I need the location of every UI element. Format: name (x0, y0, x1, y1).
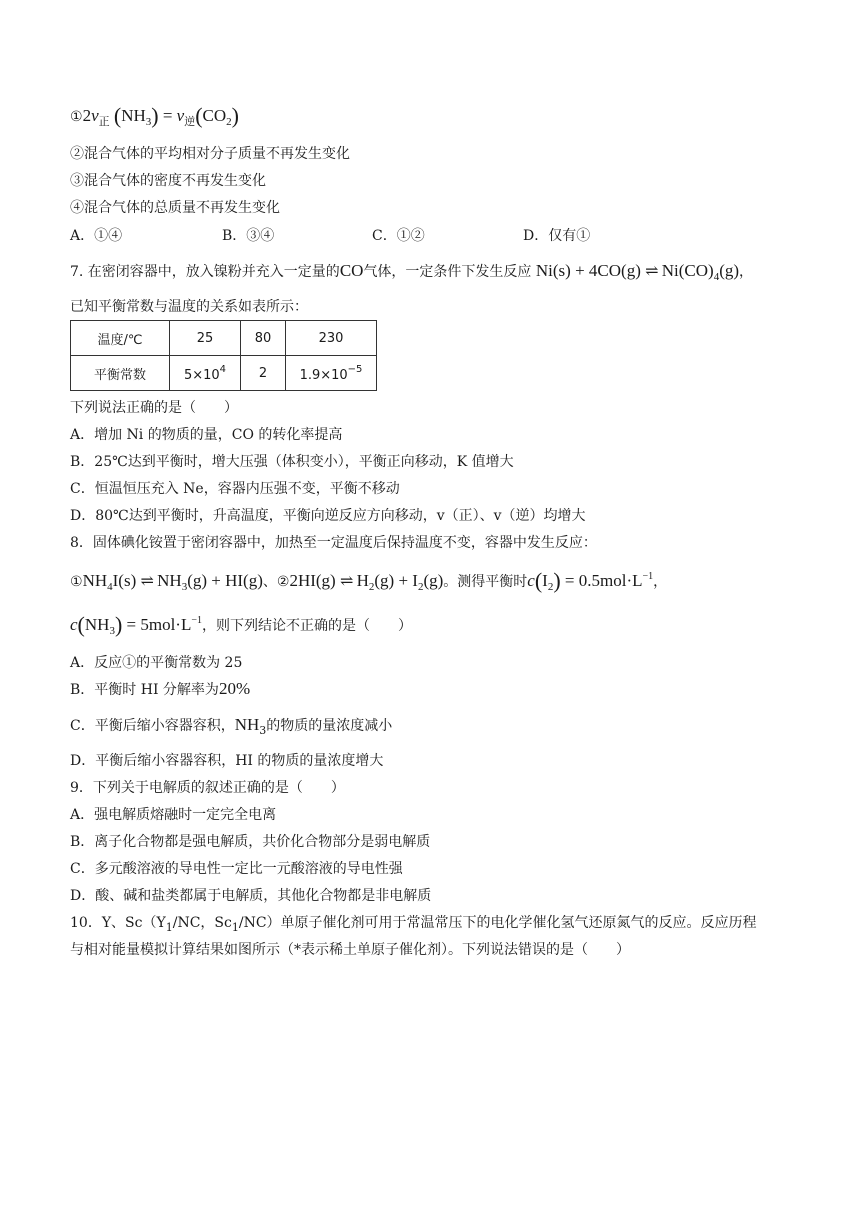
equals: = (158, 106, 177, 125)
option-text: C．平衡后缩小容器容积， (70, 718, 235, 734)
product: (g) + I (374, 571, 418, 590)
product-state: (g) (719, 261, 740, 280)
q7-option-c: C．恒温恒压充入 Ne，容器内压强不变，平衡不移动 (70, 481, 400, 497)
percent-value: 20% (218, 679, 251, 698)
punctuation: ， (739, 264, 754, 280)
q8-stem: 8．固体碘化铵置于密闭容器中，加热至一定温度后保持温度不变，容器中发生反应： (70, 535, 597, 551)
q10-stem-2: 与相对能量模拟计算结果如图所示（*表示稀土单原子催化剂）。下列说法错误的是（ ） (70, 942, 630, 958)
table-header-cell: 温度/℃ (71, 321, 170, 356)
q10-stem (70, 913, 757, 938)
forward-label: 正 (98, 116, 110, 128)
q6-option-b: B．③④ (222, 228, 275, 244)
measure-text: 。测得平衡时 (443, 574, 528, 590)
co-formula: CO (339, 261, 364, 280)
nh3-formula: NH (121, 106, 146, 125)
q7-stem-2: 已知平衡常数与温度的关系如表所示： (70, 299, 308, 315)
subscript: 1 (231, 921, 239, 934)
q9-option-b: B．离子化合物都是强电解质，共价化合物部分是弱电解质 (70, 834, 431, 850)
q10-text: /NC）单原子催化剂可用于常温常压下的电化学催化氢气还原氮气的反应。反应历程 (238, 915, 757, 931)
q9-option-a: A．强电解质熔融时一定完全电离 (70, 807, 277, 823)
subscript: 2 (226, 116, 232, 128)
subscript: 2 (417, 581, 424, 593)
option-text: 的物质的量浓度减小 (266, 718, 393, 734)
q8-option-c (70, 715, 392, 741)
product: Ni(CO) (661, 261, 714, 280)
reactant-state: I(s) (112, 571, 137, 590)
table-header-cell: 25 (170, 321, 241, 356)
q7-option-b: B．25℃达到平衡时，增大压强（体积变小），平衡正向移动，K 值增大 (70, 454, 514, 470)
product-state: (g) + HI(g) (187, 571, 263, 590)
k-value: 1.9×10 (299, 367, 348, 383)
q8-option-a: A．反应①的平衡常数为 25 (70, 655, 243, 671)
product: NH (157, 571, 182, 590)
exponent: −1 (191, 615, 202, 626)
condition-4: ④混合气体的总质量不再发生变化 (70, 200, 280, 216)
q8-stem-3: $c(NH_3) = 5mol\cdot L^{-1}$，则下列结论不正确的是（ ） (70, 612, 412, 637)
equilibrium-arrow-icon: ⇌ (339, 573, 353, 590)
subscript: 4 (107, 581, 113, 593)
reaction-1-number: ① (70, 574, 83, 590)
reverse-label: 逆 (184, 116, 196, 128)
co2-formula: CO (202, 106, 227, 125)
q7-option-d: D．80℃达到平衡时，升高温度，平衡向逆反应方向移动，v（正）、v（逆）均增大 (70, 508, 586, 524)
q9-option-d: D．酸、碱和盐类都属于电解质，其他化合物都是非电解质 (70, 888, 432, 904)
concentration-symbol: c (70, 615, 78, 634)
subscript: 2 (368, 581, 375, 593)
separator: 、② (262, 574, 290, 590)
equilibrium-constant-table (70, 320, 377, 391)
subscript: 4 (713, 271, 720, 283)
q6-option-c: C．①② (372, 228, 425, 244)
subscript: 1 (165, 921, 173, 934)
subscript: 2 (547, 581, 554, 593)
q7-stem (70, 261, 753, 287)
q9-option-c: C．多元酸溶液的导电性一定比一元酸溶液的导电性强 (70, 861, 403, 877)
table-cell: 2 (241, 356, 286, 391)
condition-1: $①2v_正$ $(NH_3) = v_逆(CO_2)$ (70, 103, 239, 128)
exponent: −1 (642, 571, 654, 582)
equilibrium-arrow-icon: ⇌ (140, 573, 153, 590)
i2-formula: I (542, 571, 548, 590)
reactant: 2HI(g) (289, 571, 336, 590)
equilibrium-arrow-icon: ⇌ (645, 263, 658, 280)
product: H (356, 571, 369, 590)
condition-2: ②混合气体的平均相对分子质量不再发生变化 (70, 146, 350, 162)
nh3-formula: NH (234, 715, 260, 734)
table-header-cell: 230 (286, 321, 377, 356)
q8-option-b (70, 679, 250, 700)
q7-option-a: A．增加 Ni 的物质的量，CO 的转化率提高 (70, 427, 343, 443)
subscript: 3 (259, 724, 267, 737)
q6-option-d: D．仅有① (523, 228, 591, 244)
nh3-concentration: = 5mol·L (122, 615, 192, 634)
rate-symbol: v (176, 106, 185, 125)
reactant: NH (82, 571, 108, 590)
q10-text: /NC，Sc (172, 915, 232, 931)
q7-question: 下列说法正确的是（ ） (70, 400, 238, 416)
exponent: −5 (347, 363, 363, 375)
i2-concentration: = 0.5mol·L (560, 571, 643, 590)
subscript: 3 (181, 581, 188, 593)
exponent: 4 (219, 363, 227, 375)
condition-3: ③混合气体的密度不再发生变化 (70, 173, 266, 189)
condition-1-number: ① (70, 109, 83, 125)
coefficient: 2 (82, 106, 92, 125)
q7-reaction (535, 261, 740, 283)
rate-symbol: v (91, 106, 99, 125)
subscript: 3 (109, 625, 115, 637)
table-cell (286, 356, 377, 391)
subscript: 3 (145, 116, 152, 128)
product-state: (g) (423, 571, 444, 590)
concentration-symbol: c (527, 571, 535, 590)
q8-reactions: $①NH_4I(s)$ ⇌ $NH_3(g) + HI(g)$、②2HI(g) ⇌ $H_2(g) + I_2(g)$。测得平衡时$c(I_2) = 0.5mol\cdot L^{-1}$， (70, 568, 668, 593)
punctuation: ， (653, 575, 668, 590)
q8-question: ，则下列结论不正确的是（ ） (202, 618, 412, 634)
table-cell (170, 356, 241, 391)
q7-stem-text: 7. 在密闭容器中，放入镍粉并充入一定量的 (70, 264, 340, 280)
table-cell: 平衡常数 (71, 356, 170, 391)
reactants: Ni(s) + 4CO(g) (535, 261, 641, 280)
table-row (71, 321, 377, 356)
option-text: B．平衡时 HI 分解率为 (70, 682, 219, 698)
q9-stem: 9．下列关于电解质的叙述正确的是（ ） (70, 780, 345, 796)
q8-option-d: D．平衡后缩小容器容积，HI 的物质的量浓度增大 (70, 753, 384, 769)
q10-text: 10．Y、Sc（Y (70, 915, 166, 931)
table-row (71, 356, 377, 391)
table-header-cell: 80 (241, 321, 286, 356)
q7-stem-text-2: 气体，一定条件下发生反应 (363, 264, 532, 280)
k-value: 5×10 (183, 367, 220, 383)
q6-option-a: A．①④ (70, 228, 123, 244)
nh3-formula: NH (84, 615, 110, 634)
